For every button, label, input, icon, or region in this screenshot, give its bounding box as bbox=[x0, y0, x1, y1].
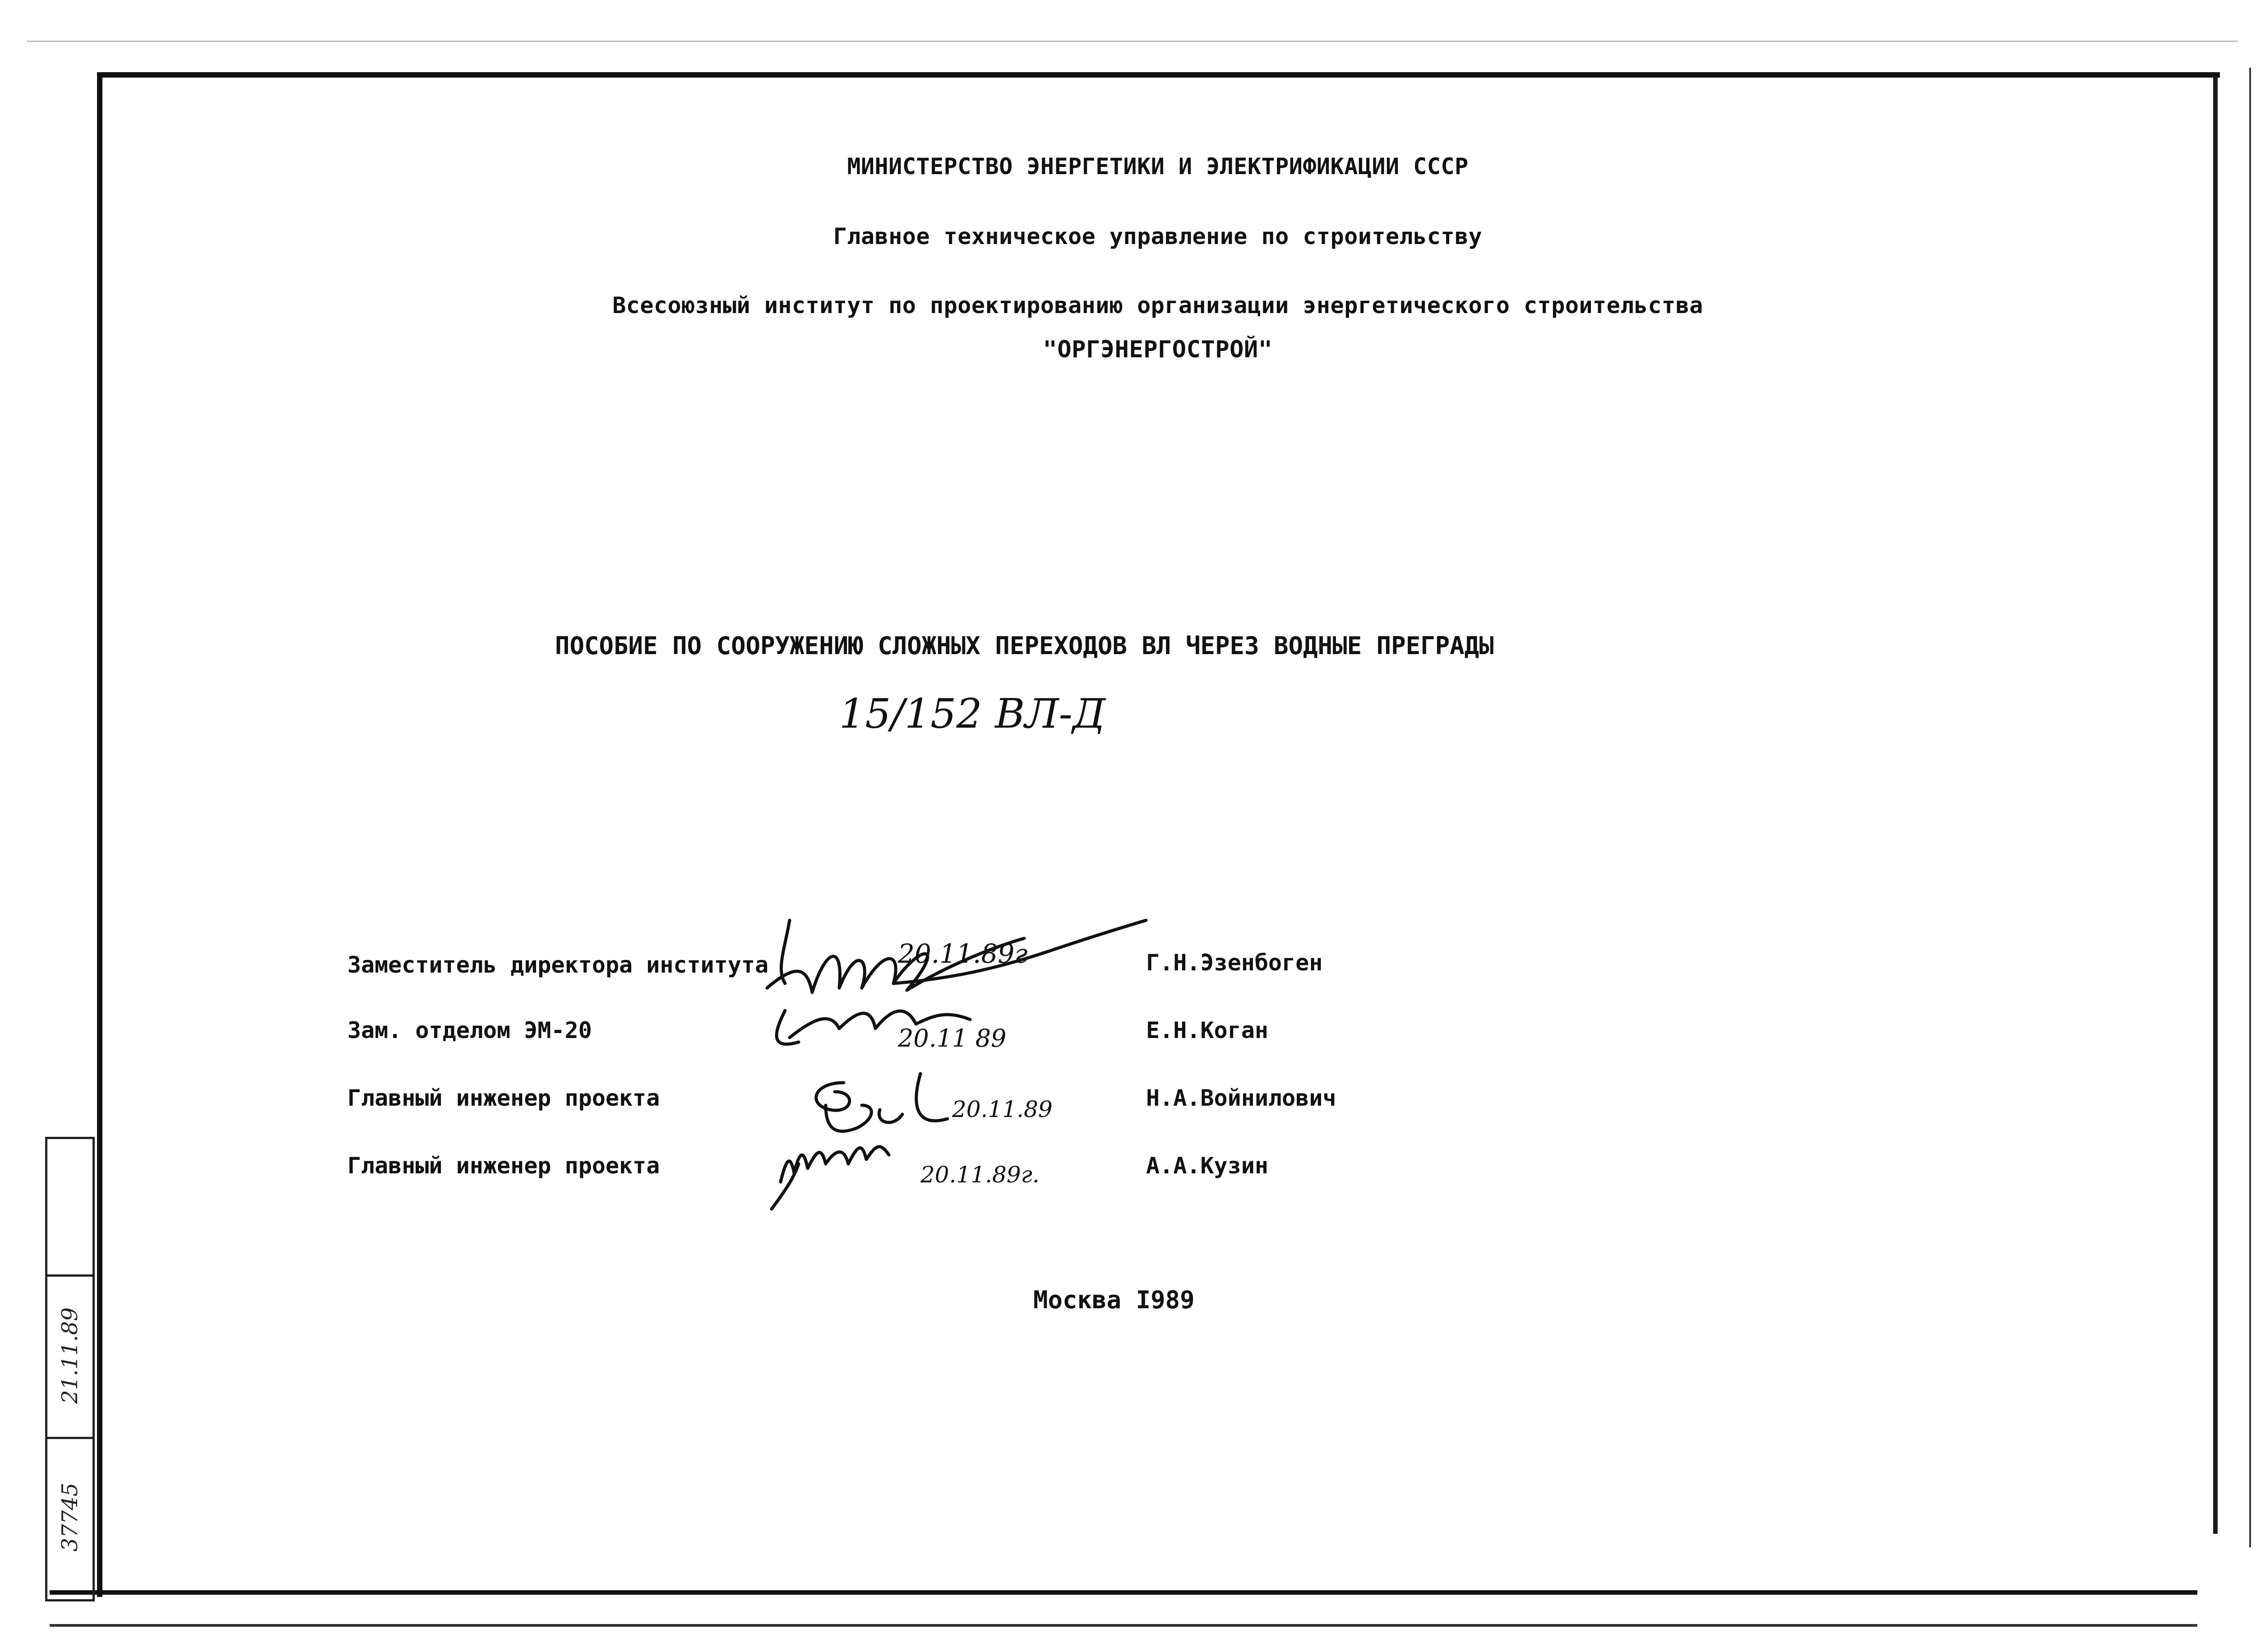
name-chief-engineer-2: А.А.Кузин bbox=[1146, 1153, 1268, 1179]
city-year: Москва I989 bbox=[1033, 1286, 1195, 1314]
frame-border-bottom bbox=[50, 1590, 2197, 1595]
directorate-heading: Главное техническое управление по строительству bbox=[833, 223, 1483, 249]
frame-border-right bbox=[2213, 77, 2218, 1534]
sign-date-chief-engineer-2: 20.11.89г. bbox=[920, 1162, 1040, 1188]
institute-heading: Всесоюзный институт по проектированию организации энергетического строительства bbox=[612, 292, 1703, 318]
stamp-date: 21.11.89 bbox=[57, 1307, 83, 1404]
document-title: ПОСОБИЕ ПО СООРУЖЕНИЮ СЛОЖНЫХ ПЕРЕХОДОВ ВЛ ЧЕРЕЗ ВОДНЫЕ ПРЕГРАДЫ bbox=[555, 632, 1494, 660]
stamp-cell-top bbox=[47, 1139, 92, 1277]
handwritten-document-code: 15/152 ВЛ-Д bbox=[839, 690, 1106, 738]
name-department-head: Е.Н.Коган bbox=[1146, 1017, 1268, 1043]
stamp-cell-number bbox=[47, 1437, 92, 1597]
frame-border-bottom-second bbox=[50, 1624, 2197, 1627]
page-edge-right bbox=[2249, 68, 2251, 1547]
signature-chief-engineer-2 bbox=[772, 1147, 889, 1209]
role-deputy-director: Заместитель директора института bbox=[347, 952, 769, 978]
signature-chief-engineer-1 bbox=[816, 1074, 948, 1131]
frame-border-left bbox=[97, 72, 102, 1597]
institute-short-name: "ОРГЭНЕРГОСТРОЙ" bbox=[1043, 336, 1273, 363]
role-chief-engineer-1: Главный инженер проекта bbox=[347, 1085, 660, 1111]
name-chief-engineer-1: Н.А.Войнилович bbox=[1146, 1085, 1336, 1111]
role-department-head: Зам. отделом ЭМ-20 bbox=[347, 1017, 592, 1043]
stamp-cell-date bbox=[47, 1274, 92, 1439]
stamp-inventory-number: 37745 bbox=[57, 1482, 83, 1551]
ministry-heading: МИНИСТЕРСТВО ЭНЕРГЕТИКИ И ЭЛЕКТРИФИКАЦИИ СССР bbox=[847, 153, 1469, 180]
role-chief-engineer-2: Главный инженер проекта bbox=[347, 1153, 660, 1179]
archive-stamp bbox=[45, 1137, 95, 1601]
sign-date-deputy-director: 20.11.89г bbox=[898, 938, 1028, 969]
sign-date-department-head: 20.11 89 bbox=[898, 1024, 1007, 1052]
name-deputy-director: Г.Н.Эзенбоген bbox=[1146, 950, 1323, 976]
frame-border-top bbox=[99, 72, 2220, 78]
scan-edge-line bbox=[27, 41, 2238, 42]
sign-date-chief-engineer-1: 20.11.89 bbox=[952, 1096, 1053, 1122]
